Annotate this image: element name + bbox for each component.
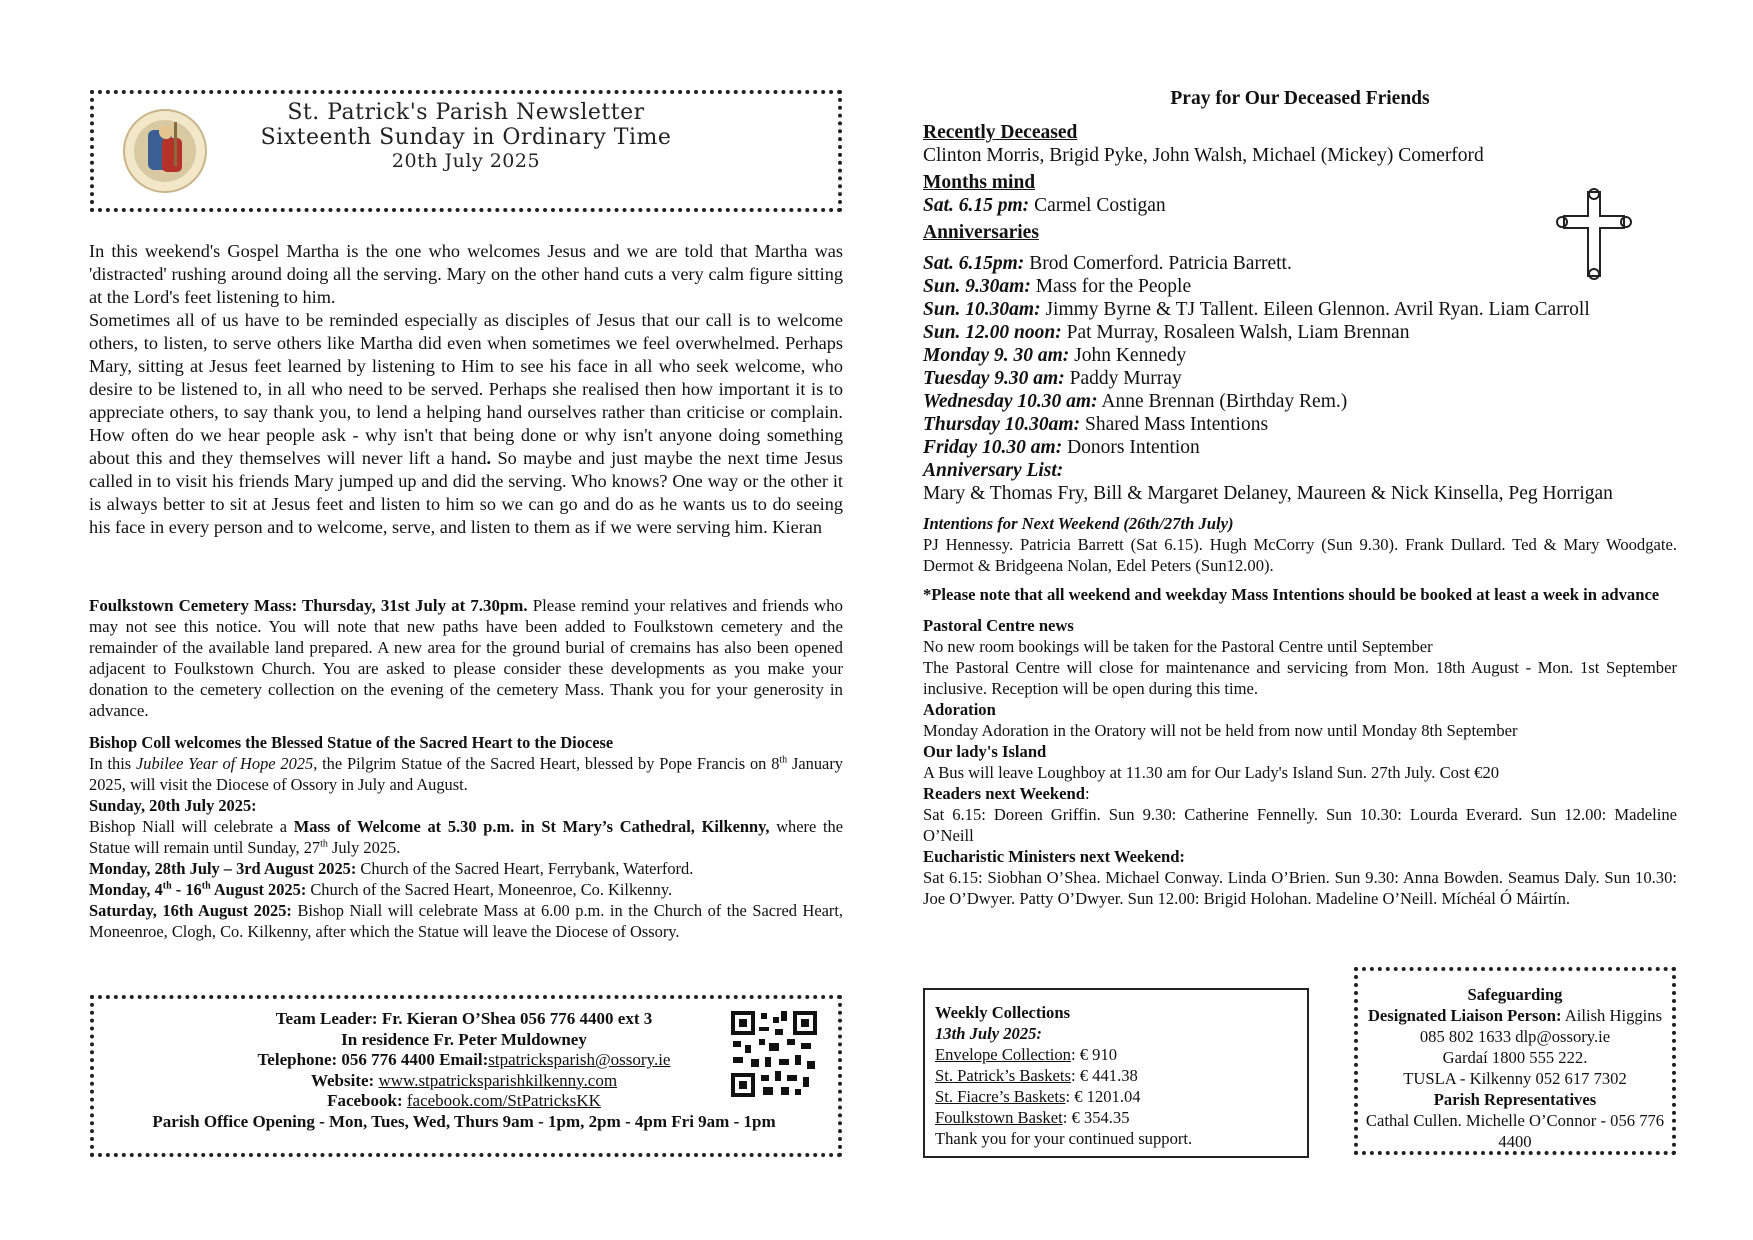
sacred-heart-title: Bishop Coll welcomes the Blessed Statue of the Sacred Heart to the Diocese: [89, 733, 614, 752]
collection-label: St. Fiacre’s Baskets: [935, 1087, 1066, 1106]
anniversary-row: [923, 298, 1677, 321]
collection-value: : € 441.38: [1070, 1066, 1138, 1085]
anniversary-names: John Kennedy: [1069, 345, 1187, 366]
weekly-collections-box: [923, 988, 1309, 1158]
collection-row: [935, 1044, 1297, 1065]
residence: In residence Fr. Peter Muldowney: [341, 1029, 587, 1049]
anniversary-names: Jimmy Byrne & TJ Tallent. Eileen Glennon. Avril Ryan. Liam Carroll: [1040, 299, 1590, 320]
anniversary-time: Sun. 9.30am:: [923, 276, 1031, 297]
anniversary-list: [923, 252, 1677, 459]
saturday-body: Bishop Niall will celebrate Mass at 6.00 p.m. in the Church of the Sacred Heart, Moneenroe, Clogh, Co. Kilkenny, after which the Statue will leave the Diocese of Ossory.: [89, 901, 843, 941]
website-line: [94, 1071, 834, 1092]
monday2-sup2: th: [201, 880, 211, 892]
email-link[interactable]: stpatricksparish@ossory.ie: [488, 1050, 671, 1069]
sunday-mass-welcome: Mass of Welcome at 5.30 p.m. in St Mary’s Cathedral, Kilkenny,: [293, 817, 770, 836]
website-link[interactable]: www.stpatricksparishkilkenny.com: [378, 1070, 618, 1090]
safeguarding-box: [1354, 967, 1676, 1155]
our-ladys-island-heading: Our lady's Island: [923, 742, 1047, 761]
anniversary-time: Thursday 10.30am:: [923, 414, 1081, 435]
ministers-heading: Eucharistic Ministers next Weekend:: [923, 847, 1185, 866]
collection-row: [935, 1107, 1297, 1128]
gospel-p2-part-b: So maybe and just maybe the next time Jesus called in to visit his friends Mary jumped up and did the serving. Who knows? One way or the other it is always better to sit at Jesus feet and listen to him so we can go and do as he wants us to do seeing his face in every person and to welcome, serve, and listen to them as if we were serving him. Kieran: [89, 448, 843, 537]
anniversary-time: Tuesday 9.30 am:: [923, 368, 1065, 389]
monday-body: Church of the Sacred Heart, Ferrybank, Waterford.: [356, 859, 694, 878]
saturday-heading: Saturday, 16th August 2025:: [89, 901, 292, 920]
sunday-title: Sixteenth Sunday in Ordinary Time: [260, 125, 672, 150]
monday2-a: Monday, 4: [89, 880, 163, 899]
intro-text-c: January 2025, will visit the Diocese of Ossory in July and August.: [89, 754, 843, 794]
monday2-b: - 16: [171, 880, 202, 899]
anniversary-time: Wednesday 10.30 am:: [923, 391, 1098, 412]
anniversary-names: Brod Comerford. Patricia Barrett.: [1024, 253, 1292, 274]
pastoral-centre-heading: Pastoral Centre news: [923, 616, 1074, 635]
saturday-line: [89, 900, 843, 942]
monday2-sup1: th: [162, 880, 172, 892]
collection-row: [935, 1086, 1297, 1107]
anniversary-time: Sun. 12.00 noon:: [923, 322, 1062, 343]
sunday-sup: th: [320, 838, 328, 850]
pastoral-centre-line2: The Pastoral Centre will close for maintenance and servicing from Mon. 18th August - Mon. 1st September inclusive. Reception will be open during this time.: [923, 658, 1677, 698]
recently-deceased-names: Clinton Morris, Brigid Pyke, John Walsh, Michael (Mickey) Comerford: [923, 145, 1484, 166]
collection-value: : € 910: [1070, 1045, 1118, 1064]
monday-heading: Monday, 28th July – 3rd August 2025:: [89, 859, 357, 878]
foulkstown-title: Foulkstown Cemetery Mass: Thursday, 31st July at 7.30pm.: [89, 596, 528, 615]
sunday-heading: Sunday, 20th July 2025:: [89, 796, 257, 815]
intentions-heading: Intentions for Next Weekend (26th/27th July): [923, 514, 1234, 533]
cross-icon: [1556, 188, 1632, 280]
anniversary-names: Donors Intention: [1062, 437, 1200, 458]
months-mind-time: Sat. 6.15 pm:: [923, 195, 1030, 216]
gospel-paragraph-2: [89, 309, 843, 539]
collection-label: Envelope Collection: [935, 1045, 1071, 1064]
safeguarding-title: Safeguarding: [1467, 985, 1563, 1004]
sacred-heart-intro: [89, 753, 843, 795]
dlp-line: [1358, 1005, 1672, 1047]
anniversary-time: Monday 9. 30 am:: [923, 345, 1070, 366]
dlp-label: Designated Liaison Person:: [1367, 1006, 1562, 1025]
readers-body: Sat 6.15: Doreen Griffin. Sun 9.30: Catherine Fennelly. Sun 10.30: Lourda Everard. Sun 12.00: Madeline O’Neill: [923, 805, 1677, 845]
anniversary-time: Friday 10.30 am:: [923, 437, 1063, 458]
website-label: Website:: [310, 1070, 379, 1090]
readers-heading: Readers next Weekend: [923, 784, 1085, 803]
telephone-label: Telephone: 056 776 4400 Email:: [257, 1050, 489, 1069]
sunday-text-d: July 2025.: [327, 838, 401, 857]
team-leader: Team Leader: Fr. Kieran O’Shea 056 776 4400 ext 3: [275, 1009, 653, 1028]
adoration-body: Monday Adoration in the Oratory will not be held from now until Monday 8th September: [923, 721, 1518, 740]
newsletter-date: 20th July 2025: [391, 150, 541, 172]
adoration-heading: Adoration: [923, 700, 996, 719]
anniversary-row: [923, 390, 1677, 413]
intentions-body: PJ Hennessy. Patricia Barrett (Sat 6.15). Hugh McCorry (Sun 9.30). Frank Dullard. Ted & Mary Woodgate. Dermot & Bridgeena Nolan, Edel Peters (Sun12.00).: [923, 535, 1677, 575]
deceased-title: Pray for Our Deceased Friends: [1170, 88, 1430, 109]
telephone-line: [94, 1050, 834, 1071]
anniversary-list-heading: Anniversary List:: [923, 460, 1064, 481]
foulkstown-notice: [89, 595, 843, 721]
anniversaries-heading: Anniversaries: [923, 222, 1039, 243]
newsletter-header: [90, 90, 842, 212]
anniversary-names: Paddy Murray: [1064, 368, 1182, 389]
facebook-line: [94, 1091, 834, 1112]
dlp-contact: Ailish Higgins 085 802 1633 dlp@ossory.ie: [1419, 1006, 1663, 1046]
intro-text-b: , the Pilgrim Statue of the Sacred Heart, blessed by Pope Francis on 8: [313, 754, 780, 773]
monday2-body: Church of the Sacred Heart, Moneenroe, Co. Kilkenny.: [306, 880, 673, 899]
collection-value: : € 354.35: [1062, 1108, 1130, 1127]
collection-value: : € 1201.04: [1065, 1087, 1141, 1106]
pastoral-centre-line1: No new room bookings will be taken for the Pastoral Centre until September: [923, 637, 1433, 656]
monday2-c: August 2025:: [210, 880, 307, 899]
sunday-text-a: Bishop Niall will celebrate a: [89, 817, 294, 836]
sacred-heart-notice: [89, 732, 843, 942]
foulkstown-body: Please remind your relatives and friends who may not see this notice. You will note that new paths have been added to Foulkstown cemetery and the remainder of the available land prepared. A new area for the ground burial of cremains has also been opened adjacent to Foulkstown Church. You are asked to please consider these developments as you make your donation to the cemetery collection on the evening of the cemetery Mass. Thank you for your generosity in advance.: [89, 596, 843, 720]
gospel-paragraph-1: In this weekend's Gospel Martha is the one who welcomes Jesus and we are told that Martha was 'distracted' rushing around doing all the serving. Mary on the other hand cuts a very calm figure sitting at the Lord's feet listening to him.: [89, 241, 843, 307]
anniversary-row: [923, 321, 1677, 344]
monday2-heading: [89, 880, 306, 899]
tusla-line: TUSLA - Kilkenny 052 617 7302: [1403, 1069, 1627, 1088]
collection-label: Foulkstown Basket: [935, 1108, 1063, 1127]
parish-reps-heading: Parish Representatives: [1433, 1090, 1597, 1109]
contact-box: [90, 995, 842, 1157]
intro-text-a: In this: [89, 754, 137, 773]
anniversary-row: [923, 413, 1677, 436]
intro-jubilee: Jubilee Year of Hope 2025: [136, 754, 314, 773]
sunday-text: [89, 816, 843, 858]
collection-label: St. Patrick’s Baskets: [935, 1066, 1071, 1085]
gospel-p2-period: .: [486, 448, 498, 468]
sunday-text-c: where the Statue will remain until Sunday, 27: [89, 817, 843, 857]
header-text: [94, 100, 838, 172]
anniversary-row: [923, 367, 1677, 390]
parish-reps-names: Cathal Cullen. Michelle O’Connor - 056 776 4400: [1365, 1111, 1665, 1151]
ministers-body: Sat 6.15: Siobhan O’Shea. Michael Conway. Linda O’Brien. Sun 9.30: Anna Bowden. Seamus Daly. Sun 10.30: Joe O’Dwyer. Patty O’Dwyer. Sun 12.00: Brigid Holohan. Madeline O’Neill. Míchéal Ó Máirtín.: [923, 868, 1677, 908]
gardai-line: Gardaí 1800 555 222.: [1442, 1048, 1588, 1067]
collections-date: 13th July 2025:: [935, 1024, 1042, 1043]
months-mind-name: Carmel Costigan: [1029, 195, 1166, 216]
qr-code-icon[interactable]: [729, 1009, 819, 1099]
contact-lines: [94, 1009, 834, 1132]
gospel-p2-part-a: Sometimes all of us have to be reminded especially as disciples of Jesus that our call is to welcome others, to listen, to serve others like Martha did even when sometimes we feel overwhelmed. Perhaps Mary, sitting at Jesus feet learned by listening to Him to see his face in all who seek welcome, who desire to be listened to, in all who need to be served. Perhaps she realised then how important it is to appreciate others, to say thank you, to lend a helping hand ourselves rather than criticise or complain. How often do we hear people ask - why isn't that being done or why isn't anyone doing something about this and they themselves will never lift a hand: [89, 310, 843, 468]
collection-row: [935, 1065, 1297, 1086]
collections-thanks: Thank you for your continued support.: [935, 1129, 1193, 1148]
gospel-reflection: [89, 240, 843, 539]
collections-title: Weekly Collections: [935, 1003, 1071, 1022]
anniversary-row: [923, 436, 1677, 459]
anniversary-names: Pat Murray, Rosaleen Walsh, Liam Brennan: [1061, 322, 1410, 343]
our-ladys-island-body: A Bus will leave Loughboy at 11.30 am for Our Lady's Island Sun. 27th July. Cost €20: [923, 763, 1500, 782]
intro-sup: th: [779, 754, 788, 766]
facebook-label: Facebook:: [327, 1091, 407, 1110]
anniversary-names: Mass for the People: [1030, 276, 1192, 297]
recently-deceased-heading: Recently Deceased: [923, 122, 1078, 143]
monday-line: [89, 858, 843, 879]
newsletter-title: St. Patrick's Parish Newsletter: [287, 100, 645, 125]
anniversary-row: [923, 344, 1677, 367]
facebook-link[interactable]: facebook.com/StPatricksKK: [406, 1091, 601, 1110]
anniversary-time: Sat. 6.15pm:: [923, 253, 1025, 274]
intentions-note: *Please note that all weekend and weekday Mass Intentions should be booked at least a week in advance: [923, 585, 1660, 604]
months-mind-heading: Months mind: [923, 172, 1036, 193]
anniversary-names: Shared Mass Intentions: [1080, 414, 1269, 435]
office-hours: Parish Office Opening - Mon, Tues, Wed, Thurs 9am - 1pm, 2pm - 4pm Fri 9am - 1pm: [152, 1111, 776, 1131]
readers-heading-line: Readers next Weekend:: [923, 784, 1090, 803]
anniversary-time: Sun. 10.30am:: [923, 299, 1041, 320]
anniversary-names: Anne Brennan (Birthday Rem.): [1097, 391, 1348, 412]
anniversary-list-names: Mary & Thomas Fry, Bill & Margaret Delaney, Maureen & Nick Kinsella, Peg Horrigan: [923, 483, 1613, 504]
monday2-line: [89, 879, 843, 900]
